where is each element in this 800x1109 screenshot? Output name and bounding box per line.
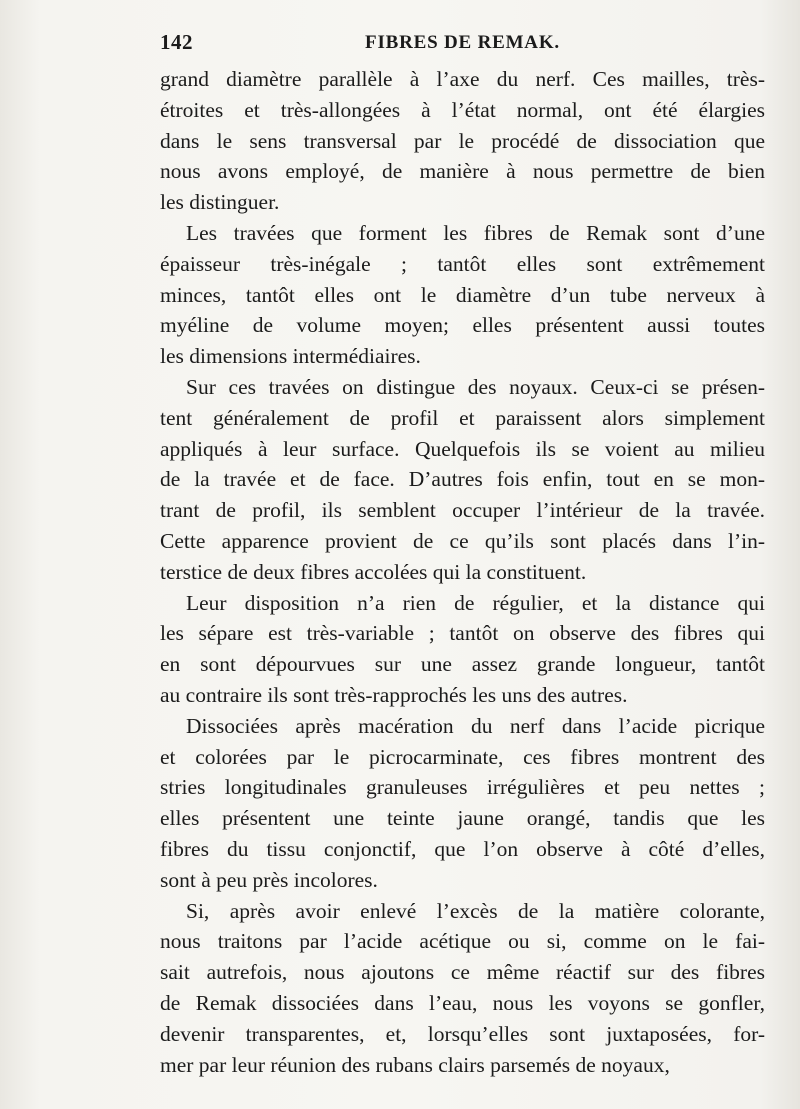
text-line: Leur disposition n’a rien de régulier, et la distance qui xyxy=(186,590,765,615)
paragraph xyxy=(160,711,765,896)
paragraph xyxy=(160,64,765,218)
text-line: Cette apparence provient de ce qu’ils sont placés dans l’in- xyxy=(160,528,765,553)
text-line: épaisseur très-inégale ; tantôt elles sont extrêmement xyxy=(160,251,765,276)
text-line: les sépare est très-variable ; tantôt on observe des fibres qui xyxy=(160,621,765,646)
text-line: les dimensions intermédiaires. xyxy=(160,344,421,369)
page-body xyxy=(160,64,765,1080)
text-line: appliqués à leur surface. Quelquefois ils se voient au milieu xyxy=(160,436,765,461)
text-line: dans le sens transversal par le procédé de dissociation que xyxy=(160,128,765,153)
text-line: au contraire ils sont très-rapprochés les uns des autres. xyxy=(160,682,628,707)
text-line: Dissociées après macération du nerf dans l’acide picrique xyxy=(186,713,765,738)
text-line: de Remak dissociées dans l’eau, nous les voyons se gonfler, xyxy=(160,990,765,1015)
text-line: Si, après avoir enlevé l’excès de la matière colorante, xyxy=(186,898,765,923)
text-line: les distinguer. xyxy=(160,190,280,215)
text-line: stries longitudinales granuleuses irrégulières et peu nettes ; xyxy=(160,775,765,800)
text-line: sait autrefois, nous ajoutons ce même réactif sur des fibres xyxy=(160,960,765,985)
text-line: de la travée et de face. D’autres fois enfin, tout en se mon- xyxy=(160,467,765,492)
text-line: terstice de deux fibres accolées qui la constituent. xyxy=(160,559,587,584)
text-line: et colorées par le picrocarminate, ces fibres montrent des xyxy=(160,744,765,769)
text-line: elles présentent une teinte jaune orangé, tandis que les xyxy=(160,806,765,831)
paragraph xyxy=(160,588,765,711)
text-line: nous traitons par l’acide acétique ou si, comme on le fai- xyxy=(160,929,765,954)
page-number: 142 xyxy=(160,30,193,54)
text-line: minces, tantôt elles ont le diamètre d’un tube nerveux à xyxy=(160,282,765,307)
page-header xyxy=(160,30,765,58)
text-line: en sont dépourvues sur une assez grande longueur, tantôt xyxy=(160,652,765,677)
text-line: étroites et très-allongées à l’état normal, ont été élargies xyxy=(160,97,765,122)
text-line: trant de profil, ils semblent occuper l’intérieur de la travée. xyxy=(160,498,765,523)
text-line: mer par leur réunion des rubans clairs parsemés de noyaux, xyxy=(160,1052,670,1077)
text-line: sont à peu près incolores. xyxy=(160,867,378,892)
text-line: myéline de volume moyen; elles présentent aussi toutes xyxy=(160,313,765,338)
paragraph xyxy=(160,218,765,372)
text-line: devenir transparentes, et, lorsqu’elles sont juxtaposées, for- xyxy=(160,1021,765,1046)
text-line: fibres du tissu conjonctif, que l’on observe à côté d’elles, xyxy=(160,836,765,861)
text-line: grand diamètre parallèle à l’axe du nerf. Ces mailles, très- xyxy=(160,67,765,91)
text-line: Les travées que forment les fibres de Remak sont d’une xyxy=(186,220,765,245)
text-line: nous avons employé, de manière à nous permettre de bien xyxy=(160,159,765,184)
paragraph xyxy=(160,372,765,588)
text-line: Sur ces travées on distingue des noyaux. Ceux-ci se présen- xyxy=(186,374,765,399)
running-title: FIBRES DE REMAK. xyxy=(365,32,560,53)
text-line: tent généralement de profil et paraissent alors simplement xyxy=(160,405,765,430)
paragraph xyxy=(160,896,765,1081)
